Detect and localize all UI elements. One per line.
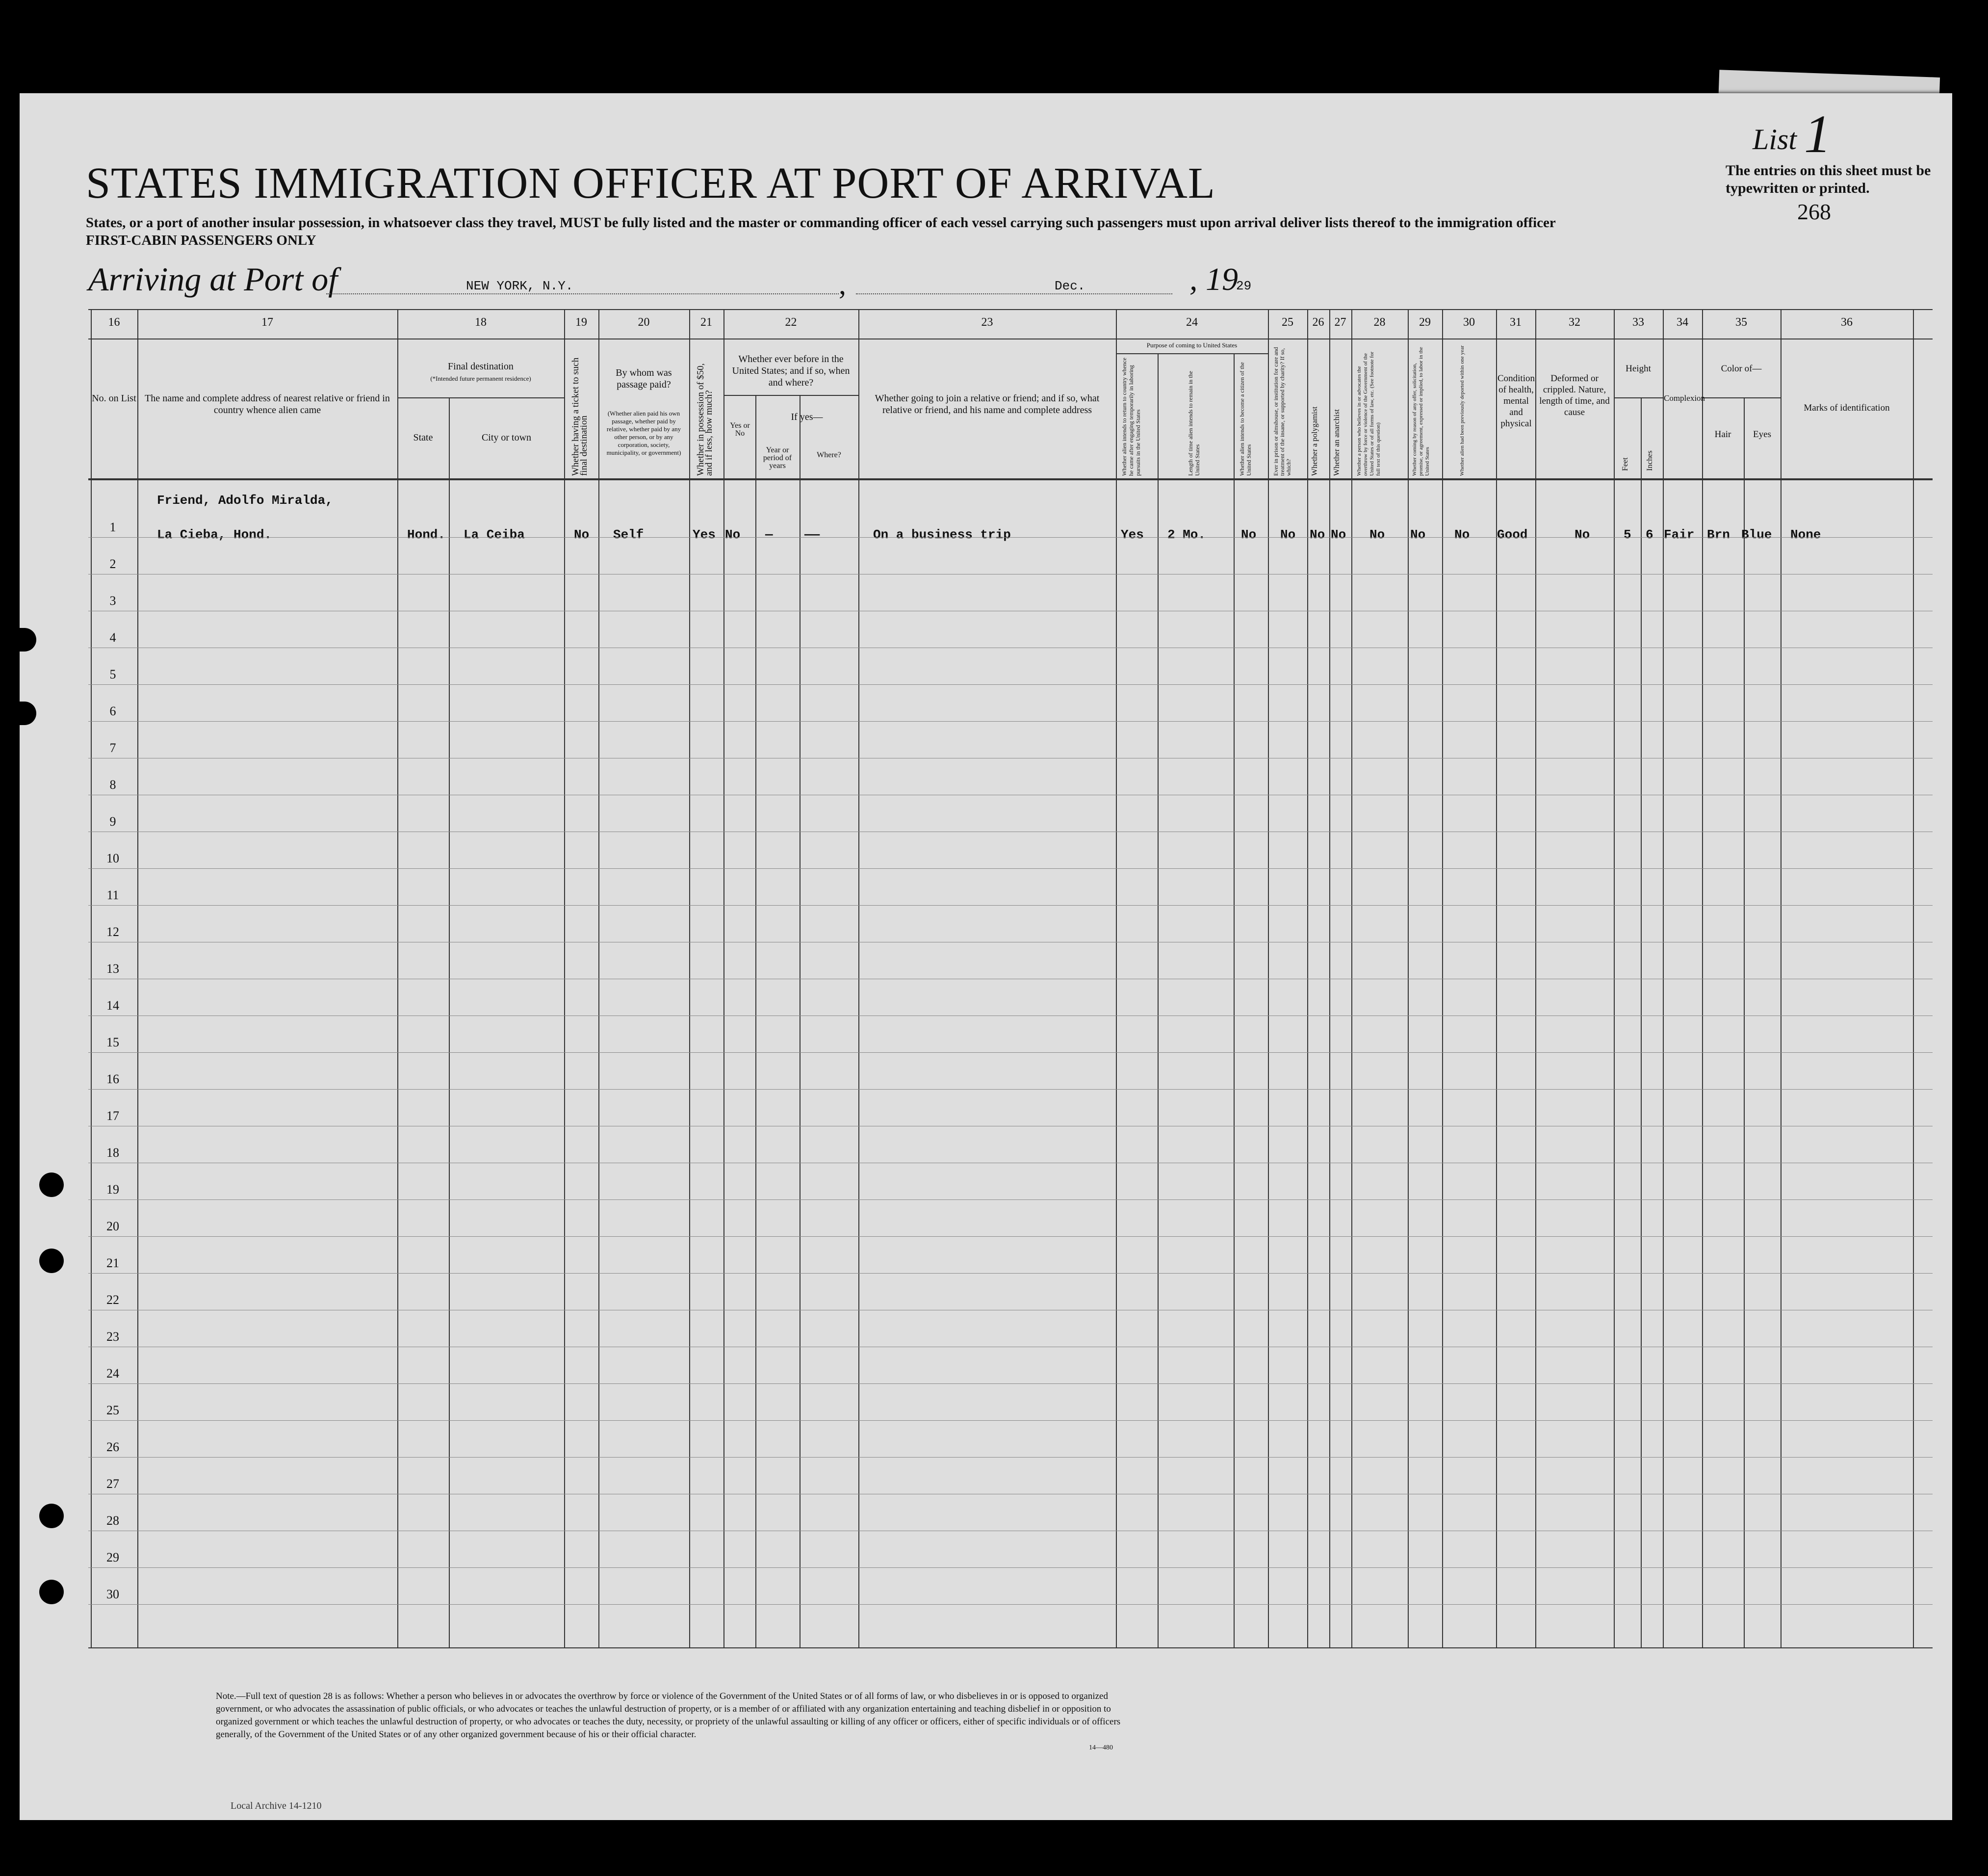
eyes-value: Blue (1741, 527, 1772, 542)
col-num-22: 22 (785, 316, 797, 329)
subhead-rule (397, 397, 564, 398)
col-num-35: 35 (1735, 316, 1747, 329)
col-num-33: 33 (1632, 316, 1644, 329)
header-purpose-return: Whether alien intends to return to country whence he came after engaging temporarily in laboring pursuits in the United States (1121, 358, 1141, 476)
possession-value: Yes (693, 527, 716, 542)
col-num-29: 29 (1419, 316, 1431, 329)
row-number: 14 (106, 998, 119, 1013)
row-number: 30 (106, 1587, 119, 1601)
binder-hole (39, 1172, 64, 1197)
header-year-period: Year or period of years (763, 446, 792, 470)
header-ticket: Whether having a ticket to such final destination (570, 357, 589, 476)
header-overthrow: Whether a person who believes in or advocates the overthrow by force or violence of the Government of the United States or of all forms of law, etc. (See footnote for full text of this question) (1356, 351, 1381, 476)
row-number: 10 (106, 851, 119, 865)
binder-hole (39, 1504, 64, 1528)
col-num-32: 32 (1569, 316, 1580, 329)
header-deformed: Deformed or crippled. Nature, length of time, and cause (1539, 373, 1610, 417)
row-rule (88, 1420, 1933, 1421)
row-number: 13 (106, 962, 119, 976)
row-number: 19 (106, 1182, 119, 1197)
year-prefix: , 19 (1189, 261, 1238, 297)
col-num-19: 19 (575, 316, 587, 329)
anarchist-value: No (1331, 527, 1346, 542)
contract-value: No (1410, 527, 1426, 542)
header-final-destination-note: (*Intended future permanent residence) (430, 375, 531, 382)
row-number: 18 (106, 1146, 119, 1160)
before-value: No (725, 527, 741, 542)
header-inches: Inches (1646, 450, 1654, 471)
header-health: Condition of health, mental and physical (1497, 373, 1535, 429)
row-number: 6 (109, 704, 116, 718)
row-rule (88, 1052, 1933, 1053)
relative-name: Friend, Adolfo Miralda, (157, 493, 333, 508)
header-final-destination: Final destination (448, 361, 514, 372)
col-num-34: 34 (1677, 316, 1688, 329)
row-number: 8 (109, 778, 116, 792)
overthrow-value: No (1369, 527, 1385, 542)
col-num-23: 23 (981, 316, 993, 329)
year-suffix: 29 (1236, 279, 1252, 293)
arriving-label: Arriving at Port of (88, 261, 338, 298)
header-passage-note: (Whether alien paid his own passage, whether paid by relative, whether paid by any other person, or by any corporation, society, municipality, or government) (606, 410, 681, 456)
col-num-31: 31 (1510, 316, 1522, 329)
col-line (1744, 397, 1745, 1648)
header-city: City or town (481, 432, 532, 443)
prison-value: No (1280, 527, 1296, 542)
footnote: Note.—Full text of question 28 is as follows: Whether a person who believes in or advocates the overthrow by force or violence of the Government of the United States or of all forms of law, or who disbelieves in or is opposed to organized government, or who advocates the assassination of public officials, or who advocates or teaches the unlawful destruction of property, or is a member of or affiliated with any organization entertaining and teaching disbelief in or opposition to organized government or which teaches the unlawful destruction of property, or who advocates or teaches the duty, necessity, or propriety of the unlawful assaulting or killing of any officer or officers, either of specific individuals or of officers generally, of the Government of the United States or of any other organized government because of his or their official character. (216, 1691, 1121, 1740)
header-contract: Whether coming by reason of any offer, solicitation, promise, or agreement, expressed or implied, to labor in the United States (1412, 347, 1430, 476)
header-marks: Marks of identification (1804, 403, 1890, 413)
row-rule (88, 1567, 1933, 1568)
list-label: List (1752, 123, 1797, 156)
header-color-of: Color of— (1721, 364, 1762, 374)
col-num-18: 18 (475, 316, 487, 329)
header-height: Height (1626, 364, 1651, 374)
row-number: 15 (106, 1035, 119, 1049)
header-state: State (413, 432, 433, 443)
header-eyes: Eyes (1753, 429, 1771, 440)
col-num-30: 30 (1463, 316, 1475, 329)
length-value: 2 Mo. (1167, 527, 1206, 542)
feet-value: 5 (1624, 527, 1631, 542)
binder-hole (39, 1249, 64, 1273)
row-number: 22 (106, 1293, 119, 1307)
col-num-28: 28 (1373, 316, 1386, 329)
row-number: 12 (106, 925, 119, 939)
col-line (1234, 353, 1235, 1648)
year-prefix-text: 19 (1206, 261, 1238, 297)
subhead-rule (1614, 397, 1663, 398)
row-rule (88, 1273, 1933, 1274)
col-num-20: 20 (638, 316, 650, 329)
row-rule (88, 537, 1933, 538)
row-rule (88, 1383, 1933, 1384)
col-line (755, 395, 756, 1648)
deported-value: No (1454, 527, 1470, 542)
footer-archive-stamp: Local Archive 14-1210 (231, 1800, 322, 1811)
comma-separator: , (839, 268, 846, 300)
header-citizen: Whether alien intends to become a citizen of the United States (1239, 362, 1252, 476)
header-anarchist: Whether an anarchist (1333, 409, 1341, 476)
instruction-line-2: FIRST-CABIN PASSENGERS ONLY (86, 233, 316, 248)
list-number: 1 (1804, 104, 1831, 164)
row-number: 24 (106, 1366, 119, 1381)
row-number: 1 (109, 520, 116, 534)
col-num-27: 27 (1334, 316, 1346, 329)
col-num-21: 21 (700, 316, 712, 329)
header-if-yes: If yes— (791, 412, 823, 422)
passage-value: Self (613, 527, 644, 542)
header-polygamist: Whether a polygamist (1311, 406, 1319, 476)
inches-value: 6 (1646, 527, 1653, 542)
instruction-line-1: States, or a port of another insular possession, in whatsoever class they travel, MUST be fully listed and the master or commanding officer of each vessel carrying such passengers must upon arrival deliver lists thereof to the immigration officer (86, 215, 1556, 231)
joining-value: On a business trip (873, 527, 1011, 542)
row-number: 9 (109, 814, 116, 829)
row-rule (88, 1604, 1933, 1605)
col-num-16: 16 (108, 316, 120, 329)
row-number: 4 (109, 630, 116, 645)
header-joining: Whether going to join a relative or friend; and if so, what relative or friend, and his name and complete address (875, 393, 1100, 416)
header-passage-paid: By whom was passage paid? (616, 367, 672, 390)
header-before-in-us: Whether ever before in the United States; and if so, when and where? (732, 354, 850, 388)
row-rule (88, 1457, 1933, 1458)
purpose-return-value: Yes (1121, 527, 1144, 542)
row-number: 25 (106, 1403, 119, 1417)
page-title: STATES IMMIGRATION OFFICER AT PORT OF ARRIVAL (86, 159, 1215, 208)
marks-value: None (1790, 527, 1821, 542)
health-value: Good (1497, 527, 1528, 542)
arrival-port: NEW YORK, N.Y. (466, 279, 573, 293)
row-rule (88, 1199, 1933, 1200)
col-num-25: 25 (1282, 316, 1293, 329)
row-number: 17 (106, 1109, 119, 1123)
relative-address: La Cieba, Hond. (157, 527, 272, 542)
row-number: 5 (109, 667, 116, 681)
citizen-value: No (1241, 527, 1257, 542)
header-complexion: Complexion (1664, 393, 1705, 403)
year-period-value: — (765, 527, 773, 542)
sheet-number: 268 (1797, 199, 1831, 224)
polygamist-value: No (1310, 527, 1325, 542)
col-num-26: 26 (1312, 316, 1324, 329)
row-rule (88, 721, 1933, 722)
row-number: 27 (106, 1477, 119, 1491)
grid-bottom-rule (88, 1647, 1933, 1648)
header-purpose: Purpose of coming to United States (1146, 341, 1238, 349)
complexion-value: Fair (1664, 527, 1695, 542)
row-number: 28 (106, 1513, 119, 1528)
header-yes-or-no: Yes or No (730, 421, 750, 438)
row-number: 21 (106, 1256, 119, 1270)
date-dotted-line (856, 293, 1172, 294)
deformed-value: No (1575, 527, 1590, 542)
manifest-grid (88, 309, 1933, 1648)
header-length-stay: Length of time alien intends to remain in the United States (1187, 371, 1201, 476)
header-no-on-list: No. on List (92, 393, 136, 404)
row-rule (88, 1236, 1933, 1237)
row-number: 23 (106, 1329, 119, 1344)
col-line (449, 397, 450, 1648)
header-deported: Whether alien had been previously deported within one year (1459, 345, 1465, 476)
subhead-rule (1116, 353, 1268, 354)
arrival-month: Dec. (1055, 279, 1085, 293)
subhead-rule (723, 395, 858, 396)
header-prison: Ever in prison or almshouse, or institution for care and treatment of the insane, or supported by charity? If so, which? (1272, 347, 1292, 476)
header-possession: Whether in possession of $50, and if less, how much? (696, 363, 714, 476)
row-number: 16 (106, 1072, 119, 1086)
col-line (1158, 353, 1159, 1648)
destination-state: Hond. (407, 527, 446, 542)
where-value: —— (804, 527, 820, 542)
header-bottom-rule (88, 478, 1933, 480)
row-number: 7 (109, 741, 116, 755)
hair-value: Brn (1707, 527, 1730, 542)
subhead-rule (1702, 397, 1781, 398)
header-feet: Feet (1621, 457, 1629, 471)
binder-hole (39, 1580, 64, 1604)
row-number: 2 (109, 557, 116, 571)
row-number: 20 (106, 1219, 119, 1233)
row-rule (88, 1089, 1933, 1090)
port-dotted-line (326, 293, 839, 294)
typewritten-notice: The entries on this sheet must be typewritten or printed. (1726, 162, 1931, 196)
header-relative-address: The name and complete address of nearest relative or friend in country whence alien came (145, 393, 390, 416)
footnote-code: 14—480 (1089, 1744, 1113, 1751)
destination-city: La Ceiba (464, 527, 525, 542)
row-number: 3 (109, 594, 116, 608)
row-number: 26 (106, 1440, 119, 1454)
header-hair: Hair (1714, 429, 1731, 440)
col-line (1641, 397, 1642, 1648)
col-num-17: 17 (261, 316, 273, 329)
row-number: 11 (106, 888, 119, 902)
grid-top-rule (88, 309, 1933, 310)
row-rule (88, 905, 1933, 906)
row-rule (88, 684, 1933, 685)
row-number: 29 (106, 1550, 119, 1564)
ticket-value: No (574, 527, 590, 542)
col-num-36: 36 (1841, 316, 1853, 329)
col-num-24: 24 (1186, 316, 1198, 329)
header-where: Where? (817, 451, 841, 459)
row-rule (88, 868, 1933, 869)
